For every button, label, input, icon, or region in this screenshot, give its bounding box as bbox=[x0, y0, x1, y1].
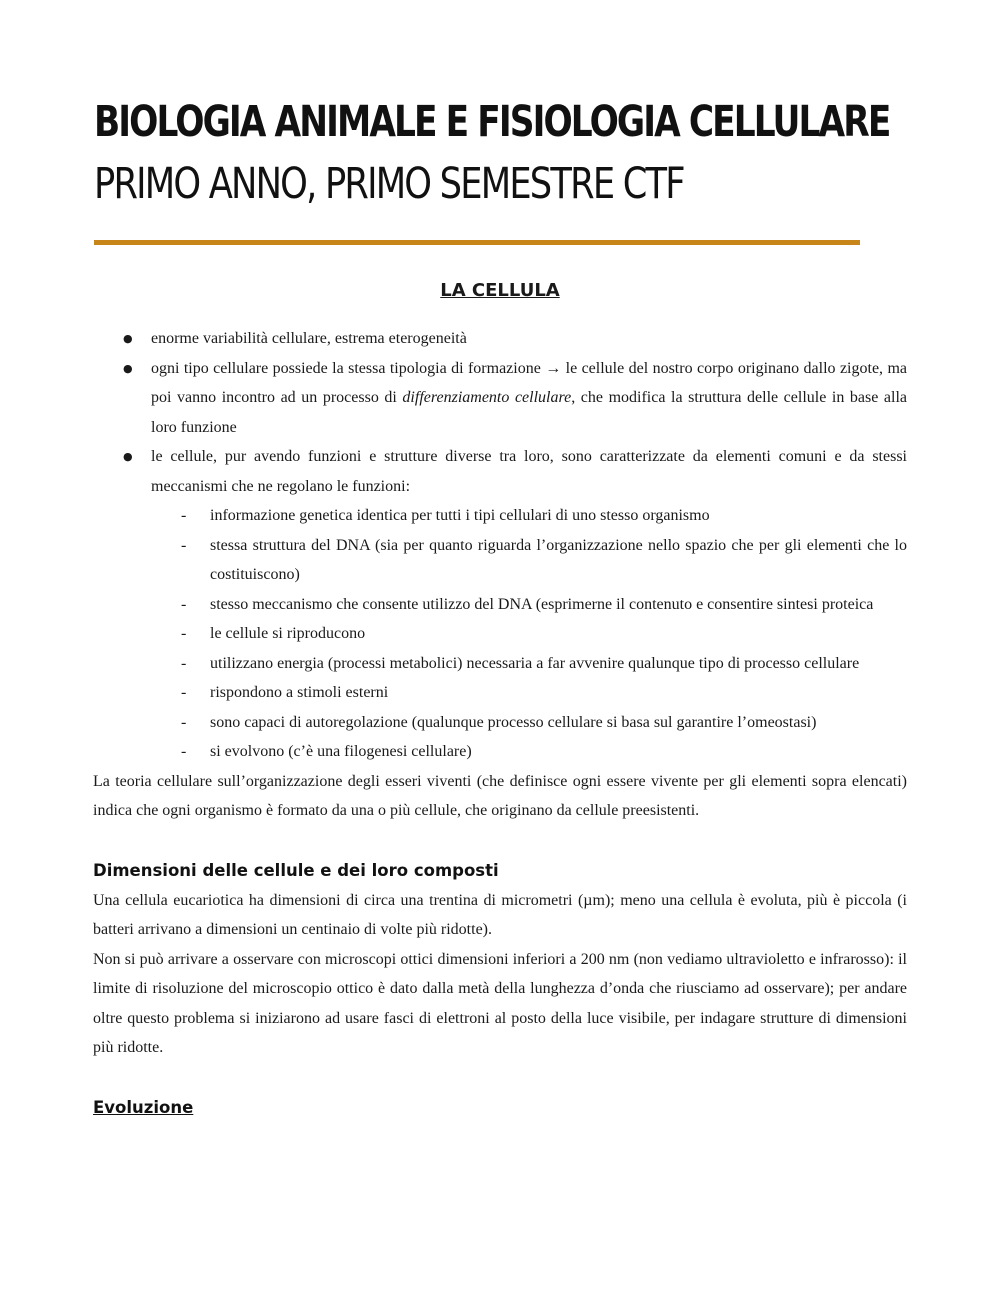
dash-icon: - bbox=[181, 536, 187, 554]
sub-list-item bbox=[93, 619, 907, 649]
list-item bbox=[93, 354, 907, 443]
sub-list-item-text: stessa struttura del DNA (sia per quanto riguarda l’organizzazione nello spazio che per gli elementi che lo costituiscono) bbox=[210, 536, 907, 583]
dash-icon: - bbox=[181, 595, 187, 613]
dimensions-heading: Dimensioni delle cellule e dei loro composti bbox=[93, 860, 499, 880]
document-body bbox=[93, 324, 907, 1123]
section-title: LA CELLULA bbox=[440, 280, 560, 301]
sub-list bbox=[93, 501, 907, 767]
bullet-list bbox=[93, 324, 907, 501]
dimensions-paragraph-2: Non si può arrivare a osservare con microscopi ottici dimensioni inferiori a 200 nm (non vediamo ultravioletto e infrarosso): il limite di risoluzione del microscopio ottico è dato dalla metà della lunghezza d’onda che riusciamo ad osservare); per andare oltre questo problema si iniziarono ad usare fasci di elettroni al posto della luce visibile, per indagare strutture di dimensioni più ridotte. bbox=[93, 950, 907, 1056]
sub-list-item-text: stesso meccanismo che consente utilizzo del DNA (esprimerne il contenuto e consentire sintesi proteica bbox=[210, 595, 874, 613]
sub-list-item-text: utilizzano energia (processi metabolici) necessaria a far avvenire qualunque tipo di processo cellulare bbox=[210, 654, 860, 672]
sub-list-item bbox=[93, 708, 907, 738]
list-item bbox=[93, 324, 907, 354]
document-title: BIOLOGIA ANIMALE E FISIOLOGIA CELLULARE bbox=[94, 97, 890, 147]
list-item-text: le cellule, pur avendo funzioni e strutture diverse tra loro, sono caratterizzate da elementi comuni e da stessi meccanismi che ne regolano le funzioni: bbox=[151, 448, 907, 495]
list-item-text: enorme variabilità cellulare, estrema eterogeneità bbox=[151, 330, 467, 347]
bullet-icon: ● bbox=[123, 332, 133, 345]
bullet-icon: ● bbox=[123, 450, 133, 463]
dash-icon: - bbox=[181, 625, 187, 642]
dimensions-paragraph-1: Una cellula eucariotica ha dimensioni di circa una trentina di micrometri (µm); meno una cellula è evoluta, più è piccola (i batteri arrivano a dimensioni un centinaio di volte più ridotte). bbox=[93, 891, 907, 938]
list-item-text: , che modifica la struttura delle cellule in base alla loro funzione bbox=[151, 389, 908, 436]
sub-list-item-text: si evolvono (c’è una filogenesi cellulare) bbox=[210, 743, 472, 760]
sub-list-item bbox=[93, 501, 907, 531]
cell-theory-paragraph: La teoria cellulare sull’organizzazione degli esseri viventi (che definisce ogni essere vivente per gli elementi sopra elencati) indica che ogni organismo è formato da una o più cellule, che originano da cellule preesistenti. bbox=[93, 772, 907, 819]
sub-list-item bbox=[93, 590, 907, 620]
italic-term: differenziamento cellulare bbox=[402, 389, 572, 406]
sub-list-item bbox=[93, 678, 907, 708]
sub-list-item-text: sono capaci di autoregolazione (qualunque processo cellulare si basa sul garantire l’omeostasi) bbox=[210, 713, 817, 731]
list-item bbox=[93, 442, 907, 501]
dash-icon: - bbox=[181, 684, 187, 701]
bullet-icon: ● bbox=[123, 361, 133, 375]
sub-list-item bbox=[93, 737, 907, 767]
document-subtitle: PRIMO ANNO, PRIMO SEMESTRE CTF bbox=[94, 159, 684, 209]
sub-list-item-text: rispondono a stimoli esterni bbox=[210, 684, 389, 701]
dash-icon: - bbox=[181, 507, 187, 524]
sub-list-item-text: le cellule si riproducono bbox=[210, 625, 366, 642]
dash-icon: - bbox=[181, 713, 187, 731]
sub-list-item bbox=[93, 649, 907, 679]
dash-icon: - bbox=[181, 743, 187, 760]
list-item-text: ogni tipo cellulare possiede la stessa tipologia di formazione → le cellule del nostro corpo originano dallo zigote, ma poi vanno incontro ad un processo di bbox=[151, 359, 907, 406]
evolution-heading: Evoluzione bbox=[93, 1097, 194, 1117]
sub-list-item-text: informazione genetica identica per tutti i tipi cellulari di uno stesso organismo bbox=[210, 507, 710, 524]
sub-list-item bbox=[93, 531, 907, 590]
dash-icon: - bbox=[181, 654, 187, 672]
title-divider bbox=[94, 240, 860, 245]
